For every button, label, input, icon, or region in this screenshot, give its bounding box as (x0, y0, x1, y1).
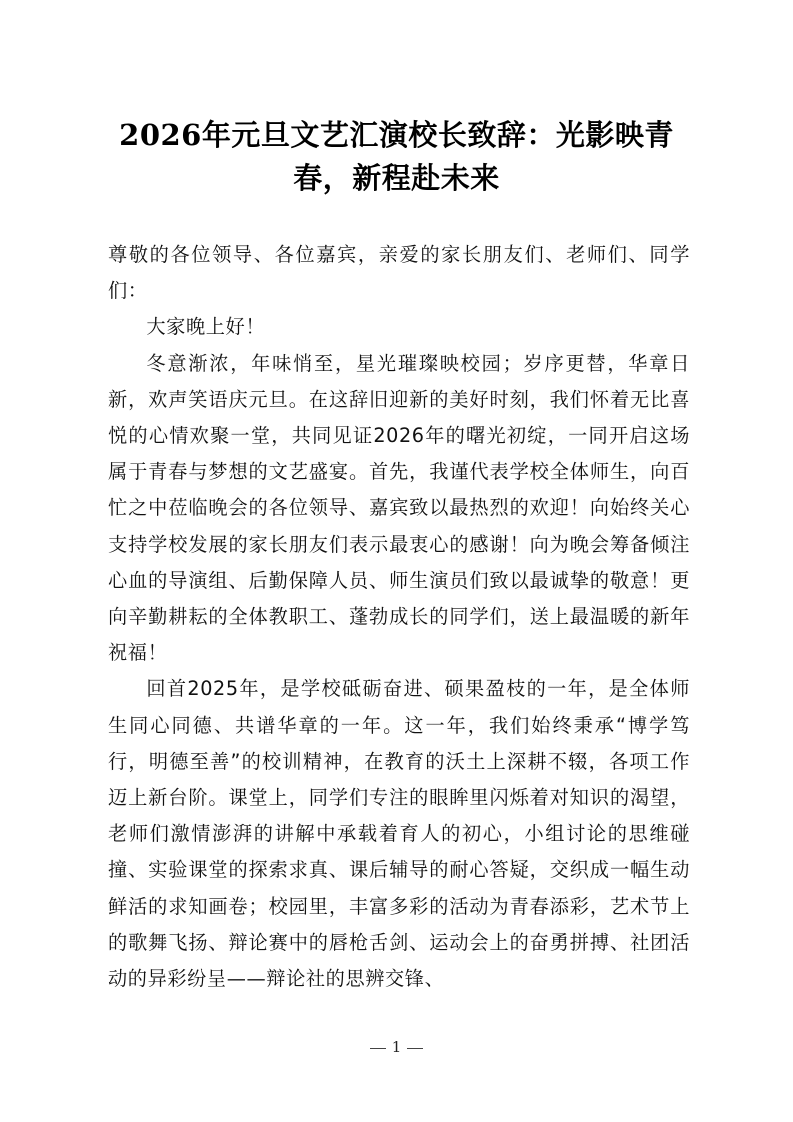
salutation: 尊敬的各位领导、各位嘉宾，亲爱的家长朋友们、老师们、同学们： (108, 243, 690, 303)
page-number: 1 (391, 1038, 402, 1056)
dash-right-icon (407, 1048, 423, 1049)
page-footer (0, 1038, 793, 1056)
dash-left-icon (370, 1048, 386, 1049)
paragraph: 大家晚上好！ (146, 315, 266, 339)
paragraph: 回首2025年，是学校砥砺奋进、硕果盈枝的一年，是全体师生同心同德、共谱华章的一年。这一年，我们始终秉承“博学笃行，明德至善”的校训精神，在教育的沃土上深耕不辍，各项工作迈上新台阶。课堂上，同学们专注的眼眸里闪烁着对知识的渴望，老师们激情澎湃的讲解中承载着育人的初心，小组讨论的思维碰撞、实验课堂的探索求真、课后辅导的耐心答疑，交织成一幅生动鲜活的求知画卷；校园里，丰富多彩的活动为青春添彩，艺术节上的歌舞飞扬、辩论赛中的唇枪舌剑、运动会上的奋勇拼搏、社团活动的异彩纷呈——辩论社的思辨交锋、 (108, 677, 690, 991)
document-body (108, 237, 690, 997)
paragraph: 冬意渐浓，年味悄至，星光璀璨映校园；岁序更替，华章日新，欢声笑语庆元旦。在这辞旧迎新的美好时刻，我们怀着无比喜悦的心情欢聚一堂，共同见证2026年的曙光初绽，一同开启这场属于青春与梦想的文艺盛宴。首先，我谨代表学校全体师生，向百忙之中莅临晚会的各位领导、嘉宾致以最热烈的欢迎！向始终关心支持学校发展的家长朋友们表示最衷心的感谢！向为晚会筹备倾注心血的导演组、后勤保障人员、师生演员们致以最诚挚的敬意！更向辛勤耕耘的全体教职工、蓬勃成长的同学们，送上最温暖的新年祝福！ (108, 351, 690, 665)
document-title: 2026年元旦文艺汇演校长致辞：光影映青春，新程赴未来 (119, 118, 674, 195)
